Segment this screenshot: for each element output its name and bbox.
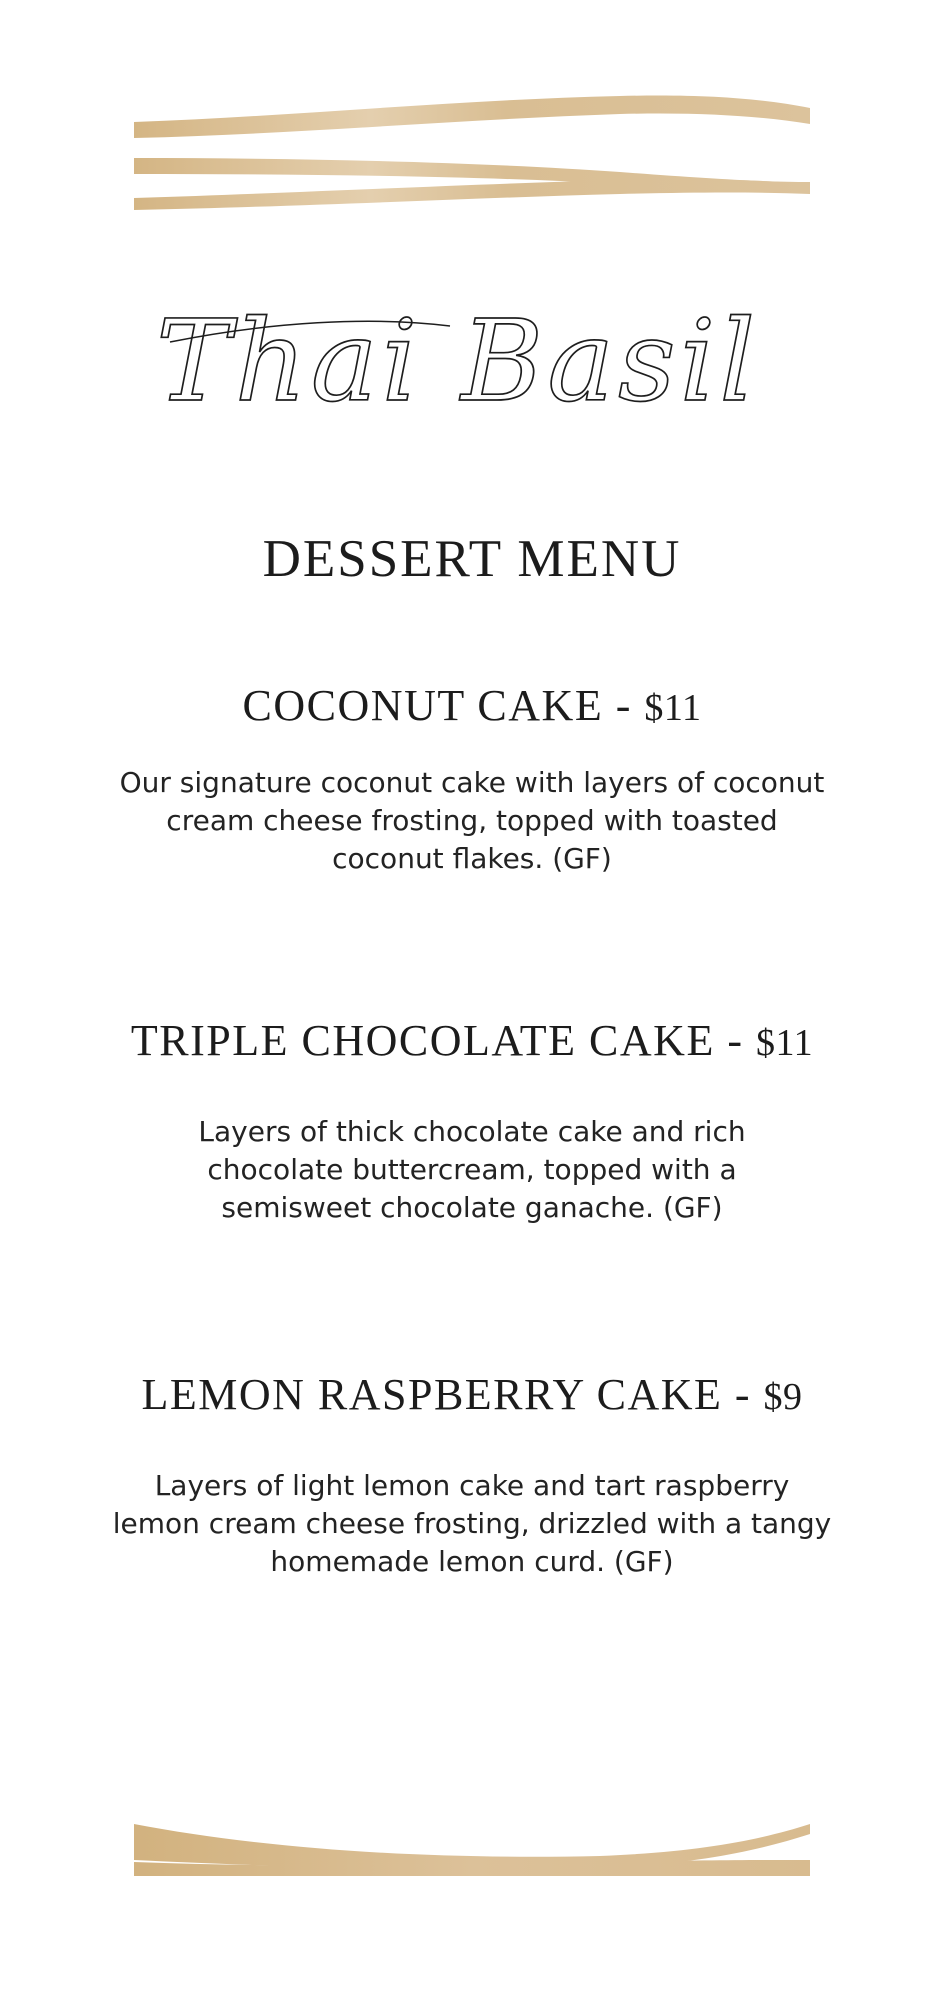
gold-stroke-1 xyxy=(134,96,810,139)
brand-name: Thai Basil xyxy=(156,297,760,427)
gold-stroke-3 xyxy=(134,179,810,210)
item-heading xyxy=(100,1017,844,1065)
menu-item xyxy=(100,682,844,878)
menu-title: DESSERT MENU xyxy=(262,529,682,588)
brand-logo-script xyxy=(150,282,800,432)
item-price: $9 xyxy=(763,1376,803,1418)
item-name: COCONUT CAKE xyxy=(242,681,604,730)
item-heading xyxy=(100,682,844,730)
item-description: Layers of thick chocolate cake and rich chocolate buttercream, topped with a semisweet chocolate ganache. (GF) xyxy=(198,1115,746,1225)
item-name: LEMON RASPBERRY CAKE xyxy=(141,1370,723,1419)
item-separator: - xyxy=(714,1016,756,1065)
item-description: Layers of light lemon cake and tart raspberry lemon cream cheese frosting, drizzled with a tangy homemade lemon curd. (GF) xyxy=(112,1469,832,1579)
item-separator: - xyxy=(722,1370,764,1419)
item-price: $11 xyxy=(756,1022,814,1064)
item-description: Our signature coconut cake with layers of coconut cream cheese frosting, topped with toasted coconut flakes. (GF) xyxy=(119,766,825,876)
gold-brush-strokes-top xyxy=(0,80,944,220)
item-separator: - xyxy=(603,681,645,730)
gold-brush-strokes-bottom xyxy=(0,1810,944,1890)
menu-item xyxy=(100,1017,844,1227)
item-heading xyxy=(100,1371,844,1419)
item-name: TRIPLE CHOCOLATE CAKE xyxy=(130,1016,715,1065)
menu-item xyxy=(100,1371,844,1581)
item-price: $11 xyxy=(644,687,702,729)
